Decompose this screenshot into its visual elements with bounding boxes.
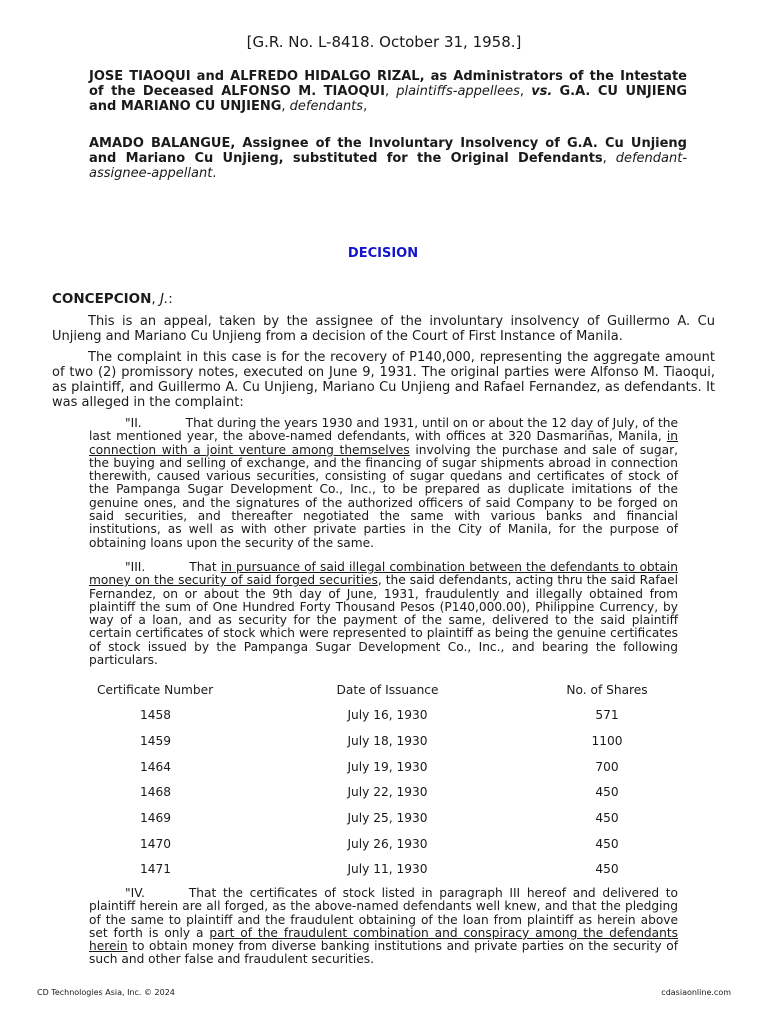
cell-date: July 22, 1930 xyxy=(347,785,428,800)
defendants-role: defendants xyxy=(289,99,364,114)
cell-date: July 11, 1930 xyxy=(347,862,428,877)
cell-certificate: 1459 xyxy=(140,734,172,749)
cell-shares: 1100 xyxy=(591,734,623,749)
ponente-name: CONCEPCION xyxy=(52,291,152,307)
ponente: CONCEPCION, J.: xyxy=(52,291,173,307)
quote-ii-underlined: in connection with a joint venture among themselves xyxy=(89,429,678,457)
plaintiffs-names: JOSE TIAOQUI and ALFREDO HIDALGO RIZAL, as Administrators of the Intestate of the Deceased ALFONSO M. TIAOQUI xyxy=(89,69,687,99)
cell-shares: 571 xyxy=(595,708,619,723)
cell-certificate: 1470 xyxy=(140,836,172,851)
table-header-certificate: Certificate Number xyxy=(97,682,214,697)
quote-iv-underlined: part of the fraudulent combination and conspiracy among the defendants herein xyxy=(89,925,678,954)
quote-iii-label: "III. xyxy=(125,560,146,574)
certificate-table xyxy=(89,677,678,883)
table-row xyxy=(89,729,678,755)
cell-date: July 26, 1930 xyxy=(347,836,428,851)
table-row xyxy=(89,831,678,857)
parties-first: JOSE TIAOQUI and ALFREDO HIDALGO RIZAL, as Administrators of the Intestate of the Deceased ALFONSO M. TIAOQUI, plaintiffs-appellees, vs. G.A. CU UNJIENG and MARIANO CU UNJIENG, defendants, xyxy=(89,69,688,114)
table-row xyxy=(89,754,678,780)
quote-iv-label: "IV. xyxy=(125,886,145,900)
quote-iii-text-a: That xyxy=(189,560,221,574)
plaintiffs-role: plaintiffs-appellees xyxy=(396,84,520,99)
table-header-shares: No. of Shares xyxy=(566,682,648,697)
cell-shares: 450 xyxy=(595,836,619,851)
cell-date: July 25, 1930 xyxy=(347,811,428,826)
paragraph-2-text: The complaint in this case is for the recovery of P140,000, representing the aggregate amount of two (2) promissory notes, executed on June 9, 1931. The original parties were Alfonso M. Tiaoqui, as plaintiff, and Guillermo A. Cu Unjieng, Mariano Cu Unjieng and Rafael Fernandez, as defendants. It was alleged in the complaint: xyxy=(52,350,715,410)
footer-copyright: CD Technologies Asia, Inc. © 2024 xyxy=(37,988,175,997)
table-header-row xyxy=(89,677,678,703)
ponente-suffix: J. xyxy=(160,291,169,307)
quote-ii-text-a: That during the years 1930 and 1931, until on or about the 12 day of July, of the last mentioned year, the above-named defendants, with offices at 320 Dasmariñas, Manila, xyxy=(89,416,678,444)
cell-certificate: 1458 xyxy=(140,708,172,723)
cell-certificate: 1464 xyxy=(140,759,172,774)
table-row xyxy=(89,780,678,806)
paragraph-1 xyxy=(52,314,715,344)
cell-shares: 450 xyxy=(595,785,619,800)
cell-shares: 450 xyxy=(595,862,619,877)
table-row xyxy=(89,857,678,883)
defendants-names: G.A. CU UNJIENG and MARIANO CU UNJIENG xyxy=(89,84,688,114)
cell-shares: 450 xyxy=(595,811,619,826)
table-row xyxy=(89,806,678,832)
cell-certificate: 1469 xyxy=(140,811,172,826)
quoted-paragraph-iv xyxy=(89,887,678,967)
table-row xyxy=(89,703,678,729)
cell-date: July 19, 1930 xyxy=(347,759,428,774)
cell-shares: 700 xyxy=(595,759,619,774)
quoted-paragraph-iii xyxy=(89,561,678,667)
case-number: [G.R. No. L-8418. October 31, 1958.] xyxy=(246,33,522,51)
paragraph-2 xyxy=(52,350,715,410)
parties-second: AMADO BALANGUE, Assignee of the Involuntary Insolvency of G.A. Cu Unjieng and Mariano Cu Unjieng, substituted for the Original Defendants, defendant-assignee-appellant. xyxy=(89,136,688,181)
quote-iv-text-b: to obtain money from diverse banking institutions and private parties on the security of such and other false and fraudulent securities. xyxy=(89,939,678,967)
cell-certificate: 1471 xyxy=(140,862,172,877)
quote-iv-text-a: That the certificates of stock listed in paragraph III hereof and delivered to plaintiff herein are all forged, as the above-named defendants well knew, and that the pledging of the same to plaintiff and the fraudulent obtaining of the loan from plaintiff as herein above set forth is only a xyxy=(89,886,678,940)
assignee-role: defendant-assignee-appellant xyxy=(89,151,688,181)
versus: vs. xyxy=(531,84,553,99)
assignee-name: AMADO BALANGUE, Assignee of the Involuntary Insolvency of G.A. Cu Unjieng and Mariano Cu Unjieng, substituted for the Original Defendants xyxy=(89,136,687,166)
footer-site-link[interactable]: cdasiaonline.com xyxy=(661,988,731,997)
quote-iii-underlined: in pursuance of said illegal combination between the defendants to obtain money on the security of said forged securities xyxy=(89,560,678,588)
cell-date: July 16, 1930 xyxy=(347,708,428,723)
table-header-date: Date of Issuance xyxy=(336,682,439,697)
quote-ii-text-b: involving the purchase and sale of sugar, the buying and selling of exchange, and the financing of sugar shipments abroad in connection therewith, caused various securities, consisting of sugar quedans and certificates of stock of the Pampanga Sugar Development Co., Inc., to be prepared as duplicate imitations of the genuine ones, and the signatures of the authorized officers of said Company to be forged on said securities, and thereafter negotiated the same with various banks and financial institutions, as well as with other private parties in the City of Manila, for the purpose of obtaining loans upon the security of the same. xyxy=(89,442,678,550)
cell-certificate: 1468 xyxy=(140,785,172,800)
quoted-paragraph-ii xyxy=(89,417,678,550)
quote-iii-text-b: , the said defendants, acting thru the said Rafael Fernandez, on or about the 9th day of June, 1931, fraudulently and illegally obtained from plaintiff the sum of One Hundred Forty Thousand Pesos (P140,000.00), Philippine Currency, by way of a loan, and as security for the payment of the same, delivered to the said plaintiff certain certificates of stock which were represented to plaintiff as being the genuine certificates of stock issued by the Pampanga Sugar Development Co., Inc., and bearing the following particulars. xyxy=(89,573,678,668)
quote-ii-label: "II. xyxy=(125,416,142,430)
decision-heading: DECISION xyxy=(347,246,419,261)
paragraph-1-text: This is an appeal, taken by the assignee of the involuntary insolvency of Guillermo A. Cu Unjieng and Mariano Cu Unjieng from a decision of the Court of First Instance of Manila. xyxy=(52,314,715,344)
ponente-colon: : xyxy=(168,291,173,307)
cell-date: July 18, 1930 xyxy=(347,734,428,749)
